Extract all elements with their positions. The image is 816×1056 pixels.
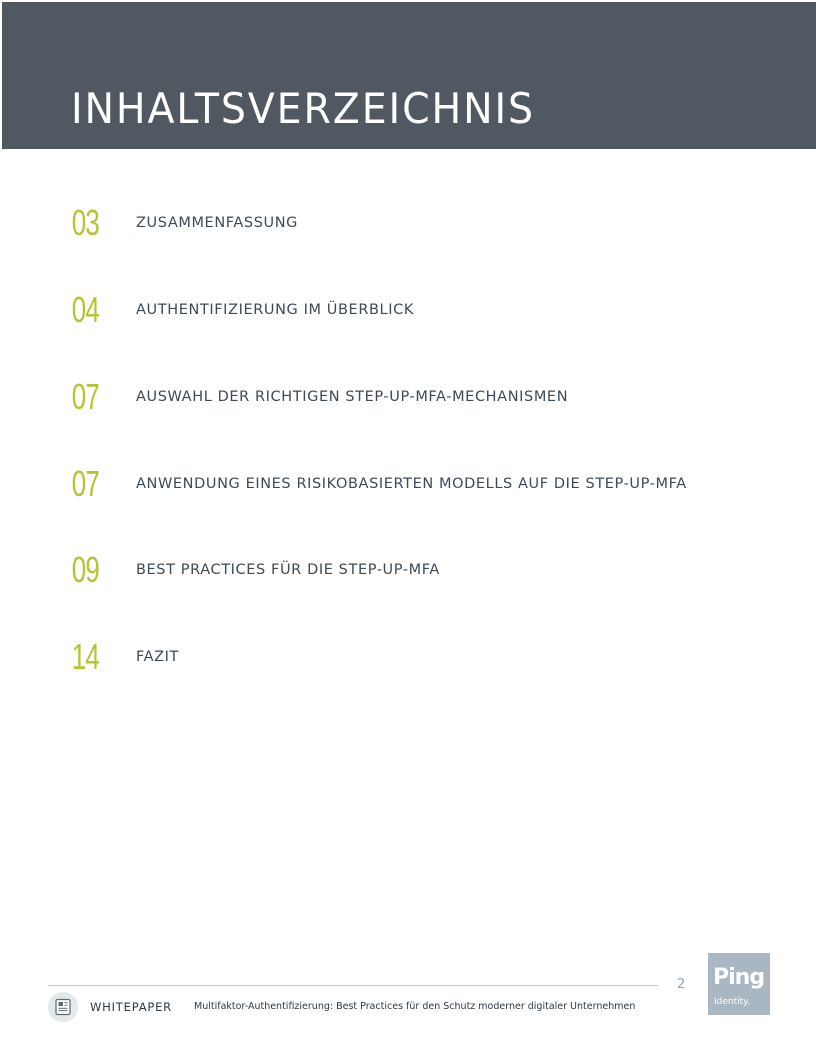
toc-entry[interactable]: [0, 550, 816, 600]
logo-subtext: Identity.: [714, 997, 751, 1007]
toc-entry[interactable]: [0, 377, 816, 427]
toc-section-title: AUSWAHL DER RICHTIGEN STEP-UP-MFA-MECHANISMEN: [136, 389, 569, 405]
page-number: 2: [677, 977, 686, 992]
footer-category: WHITEPAPER: [90, 1000, 172, 1014]
document-icon: [48, 992, 78, 1022]
logo-wordmark: Ping: [713, 965, 765, 990]
toc-entry[interactable]: [0, 464, 816, 514]
ping-identity-logo: [708, 953, 770, 1015]
toc-section-title: ANWENDUNG EINES RISIKOBASIERTEN MODELLS AUF DIE STEP-UP-MFA: [136, 476, 687, 492]
toc-page-number: 03: [71, 202, 100, 243]
toc-page-number: 04: [71, 289, 100, 330]
footer-document-title: Multifaktor-Authentifizierung: Best Practices für den Schutz moderner digitaler Unternehmen: [194, 1001, 636, 1012]
footer-divider: [48, 985, 658, 986]
toc-section-title: ZUSAMMENFASSUNG: [136, 215, 299, 231]
toc-entry[interactable]: [0, 203, 816, 253]
toc-section-title: FAZIT: [136, 649, 179, 665]
toc-page-number: 07: [71, 376, 100, 417]
page-title: INHALTSVERZEICHNIS: [71, 84, 535, 133]
toc-section-title: AUTHENTIFIZIERUNG IM ÜBERBLICK: [136, 302, 414, 318]
toc-page-number: 07: [71, 463, 100, 504]
toc-entry[interactable]: [0, 290, 816, 340]
toc-page-number: 09: [71, 549, 100, 590]
toc-page-number: 14: [71, 636, 100, 677]
toc-section-title: BEST PRACTICES FÜR DIE STEP-UP-MFA: [136, 562, 440, 578]
toc-entry[interactable]: [0, 637, 816, 687]
